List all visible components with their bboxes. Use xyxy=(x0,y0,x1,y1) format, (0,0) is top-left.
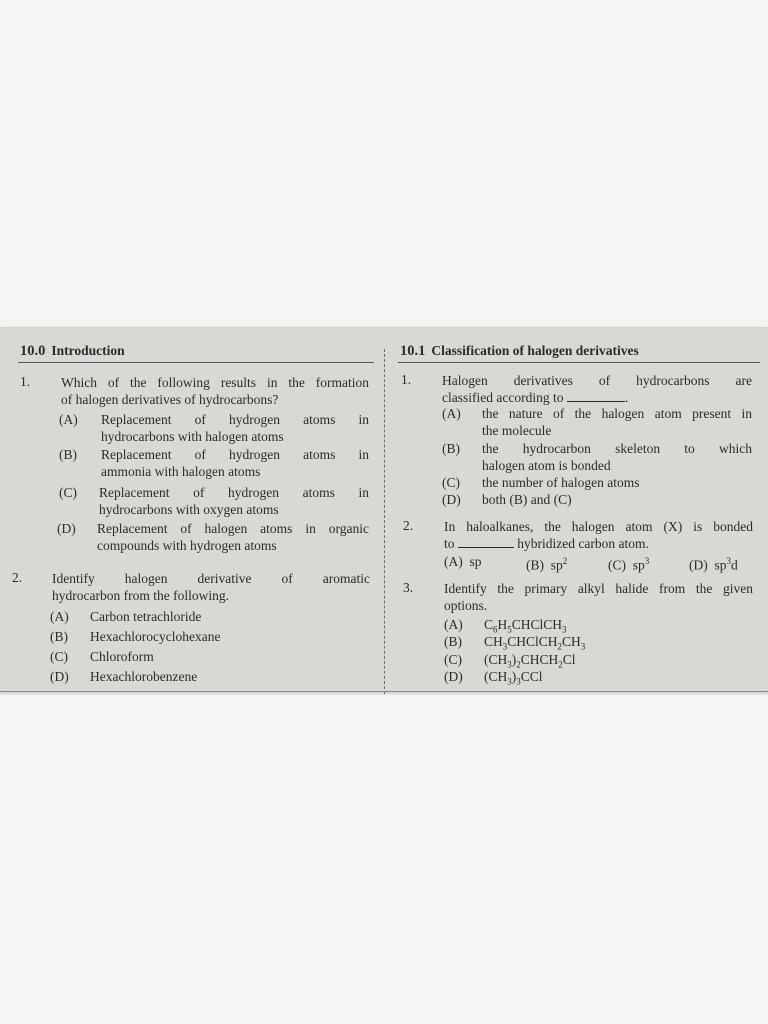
option-text: sp xyxy=(714,557,727,573)
option-label: (C) xyxy=(442,475,460,490)
question-number: 2. xyxy=(403,518,414,533)
option-label: (D) xyxy=(57,521,76,536)
subscript: 6 xyxy=(493,624,498,635)
column-divider xyxy=(384,349,385,694)
question-text-line: options. xyxy=(444,598,488,613)
option-text-line: the nature of the halogen atom present in xyxy=(482,406,752,421)
option-d xyxy=(50,668,197,685)
option-text: sp xyxy=(550,557,563,573)
option-text-line: Replacement of hydrogen atoms in xyxy=(101,412,369,427)
formula-part: (CH xyxy=(484,652,508,667)
question-2-stem xyxy=(52,570,370,604)
option-a xyxy=(59,411,99,428)
question-number: 2. xyxy=(12,570,23,585)
option-a xyxy=(442,405,482,422)
option-text-line: halogen atom is bonded xyxy=(482,458,611,473)
subscript: 2 xyxy=(558,659,563,670)
option-label: (A) xyxy=(50,609,69,624)
formula-part: CCl xyxy=(520,669,543,684)
option-label: (C) xyxy=(608,557,626,573)
formula-part: C xyxy=(484,617,494,632)
subscript: 3 xyxy=(507,659,512,670)
option-a xyxy=(50,608,201,625)
option-text-line: Replacement of hydrogen atoms in xyxy=(99,485,369,500)
formula-d xyxy=(484,669,543,687)
section-number: 10.0 xyxy=(20,343,46,359)
formula-part: CHClCH xyxy=(507,634,558,649)
question-1-stem xyxy=(442,372,752,406)
section-heading-classification xyxy=(400,343,639,360)
question-text: to xyxy=(444,536,455,551)
subscript: 3 xyxy=(580,641,586,652)
option-c xyxy=(50,648,154,665)
option-b xyxy=(59,446,99,463)
option-b-text xyxy=(101,446,369,480)
question-text: hybridized carbon atom. xyxy=(517,536,649,551)
formula-part: ) xyxy=(511,669,517,684)
subscript: 5 xyxy=(507,624,512,635)
question-text-line: Identify the primary alkyl halide from the given xyxy=(444,581,753,596)
question-2-stem xyxy=(444,518,753,552)
subscript: 2 xyxy=(557,641,563,652)
question-text: classified according to xyxy=(442,390,564,405)
option-label: (C) xyxy=(50,649,68,664)
option-label: (B) xyxy=(444,634,462,649)
formula-part: CHCH xyxy=(520,652,559,667)
option-label: (B) xyxy=(526,557,544,573)
question-text-line: Identify halogen derivative of aromatic xyxy=(52,571,370,586)
question-text-line xyxy=(444,535,753,552)
question-text-line: In haloalkanes, the halogen atom (X) is bonded xyxy=(444,519,753,534)
option-text-line: Replacement of hydrogen atoms in xyxy=(101,447,369,462)
option-a-text xyxy=(482,405,752,439)
formula-part: CHClCH xyxy=(511,617,563,632)
page-bottom-rule xyxy=(0,691,768,692)
option-label: (B) xyxy=(442,441,460,456)
right-column xyxy=(387,327,768,694)
textbook-page xyxy=(0,327,768,694)
option-d xyxy=(444,668,543,691)
option-text: sp xyxy=(469,554,482,569)
option-text-line: Replacement of halogen atoms in organic xyxy=(97,521,369,536)
option-text: Chloroform xyxy=(90,649,154,664)
subscript: 2 xyxy=(516,659,521,670)
option-label: (C) xyxy=(59,485,77,500)
question-1-stem xyxy=(61,374,369,408)
option-text: Hexachlorocyclohexane xyxy=(90,629,221,644)
option-c xyxy=(59,484,99,501)
option-a xyxy=(444,553,482,570)
option-text-line: the hydrocarbon skeleton to which xyxy=(482,441,752,456)
question-text-line: of halogen derivatives of hydrocarbons? xyxy=(61,392,279,407)
option-label: (A) xyxy=(444,617,463,632)
option-c-text xyxy=(99,484,369,518)
question-text-line: Which of the following results in the formation xyxy=(61,375,369,390)
section-rule xyxy=(18,362,374,363)
superscript: 3 xyxy=(726,556,732,566)
option-d xyxy=(57,520,97,537)
question-number: 1. xyxy=(20,374,31,389)
formula-a xyxy=(484,617,567,635)
formula-b xyxy=(484,634,586,652)
option-text-line: hydrocarbons with halogen atoms xyxy=(101,429,284,444)
superscript: 3 xyxy=(644,556,650,566)
option-label: (D) xyxy=(444,669,463,684)
option-d xyxy=(689,553,738,574)
option-d xyxy=(442,491,572,508)
option-text: both (B) and (C) xyxy=(482,492,572,507)
subscript: 3 xyxy=(516,676,521,687)
formula-part: (CH xyxy=(484,669,508,684)
option-b xyxy=(50,628,220,645)
question-number: 3. xyxy=(403,580,414,595)
fill-blank xyxy=(458,536,514,548)
left-column xyxy=(0,327,384,694)
option-text: the number of halogen atoms xyxy=(482,475,640,490)
formula-part: CH xyxy=(484,634,503,649)
option-label: (A) xyxy=(59,412,78,427)
section-heading-introduction xyxy=(20,343,125,360)
option-a-text xyxy=(101,411,369,445)
formula-part: CH xyxy=(562,634,581,649)
option-b-text xyxy=(482,440,752,474)
subscript: 3 xyxy=(562,624,567,635)
option-text: Hexachlorobenzene xyxy=(90,669,198,684)
option-text-line: hydrocarbons with oxygen atoms xyxy=(99,502,279,517)
section-number: 10.1 xyxy=(400,343,426,359)
option-c xyxy=(608,553,649,574)
question-text: . xyxy=(624,390,629,405)
option-label: (B) xyxy=(59,447,77,462)
question-number: 1. xyxy=(401,372,412,387)
option-text: Carbon tetrachloride xyxy=(90,609,202,624)
formula-part: ) xyxy=(511,652,517,667)
question-text-line xyxy=(442,389,752,406)
option-label: (B) xyxy=(50,629,68,644)
option-label: (D) xyxy=(50,669,69,684)
option-text: sp xyxy=(632,557,645,573)
option-d-text xyxy=(97,520,369,554)
subscript: 3 xyxy=(507,676,512,687)
option-label: (D) xyxy=(442,492,461,507)
option-label: (D) xyxy=(689,557,708,573)
formula-part: Cl xyxy=(562,652,576,667)
option-b xyxy=(526,553,567,574)
question-text-line: Halogen derivatives of hydrocarbons are xyxy=(442,373,752,388)
subscript: 3 xyxy=(502,641,508,652)
formula-c xyxy=(484,652,576,670)
section-rule xyxy=(398,362,760,363)
option-text-line: the molecule xyxy=(482,423,552,438)
question-text-line: hydrocarbon from the following. xyxy=(52,588,229,603)
option-label: (A) xyxy=(442,406,461,421)
formula-part: H xyxy=(497,617,508,632)
section-title: Introduction xyxy=(51,343,125,358)
option-c xyxy=(442,474,639,491)
option-label: (A) xyxy=(444,554,463,569)
fill-blank xyxy=(567,390,625,402)
option-b xyxy=(442,440,482,457)
option-text-line: compounds with hydrogen atoms xyxy=(97,538,277,553)
superscript: 2 xyxy=(562,556,568,566)
question-3-stem xyxy=(444,580,753,614)
option-label: (C) xyxy=(444,652,462,667)
option-text-line: ammonia with halogen atoms xyxy=(101,464,261,479)
option-text: d xyxy=(731,557,738,573)
section-title: Classification of halogen derivatives xyxy=(431,343,639,358)
